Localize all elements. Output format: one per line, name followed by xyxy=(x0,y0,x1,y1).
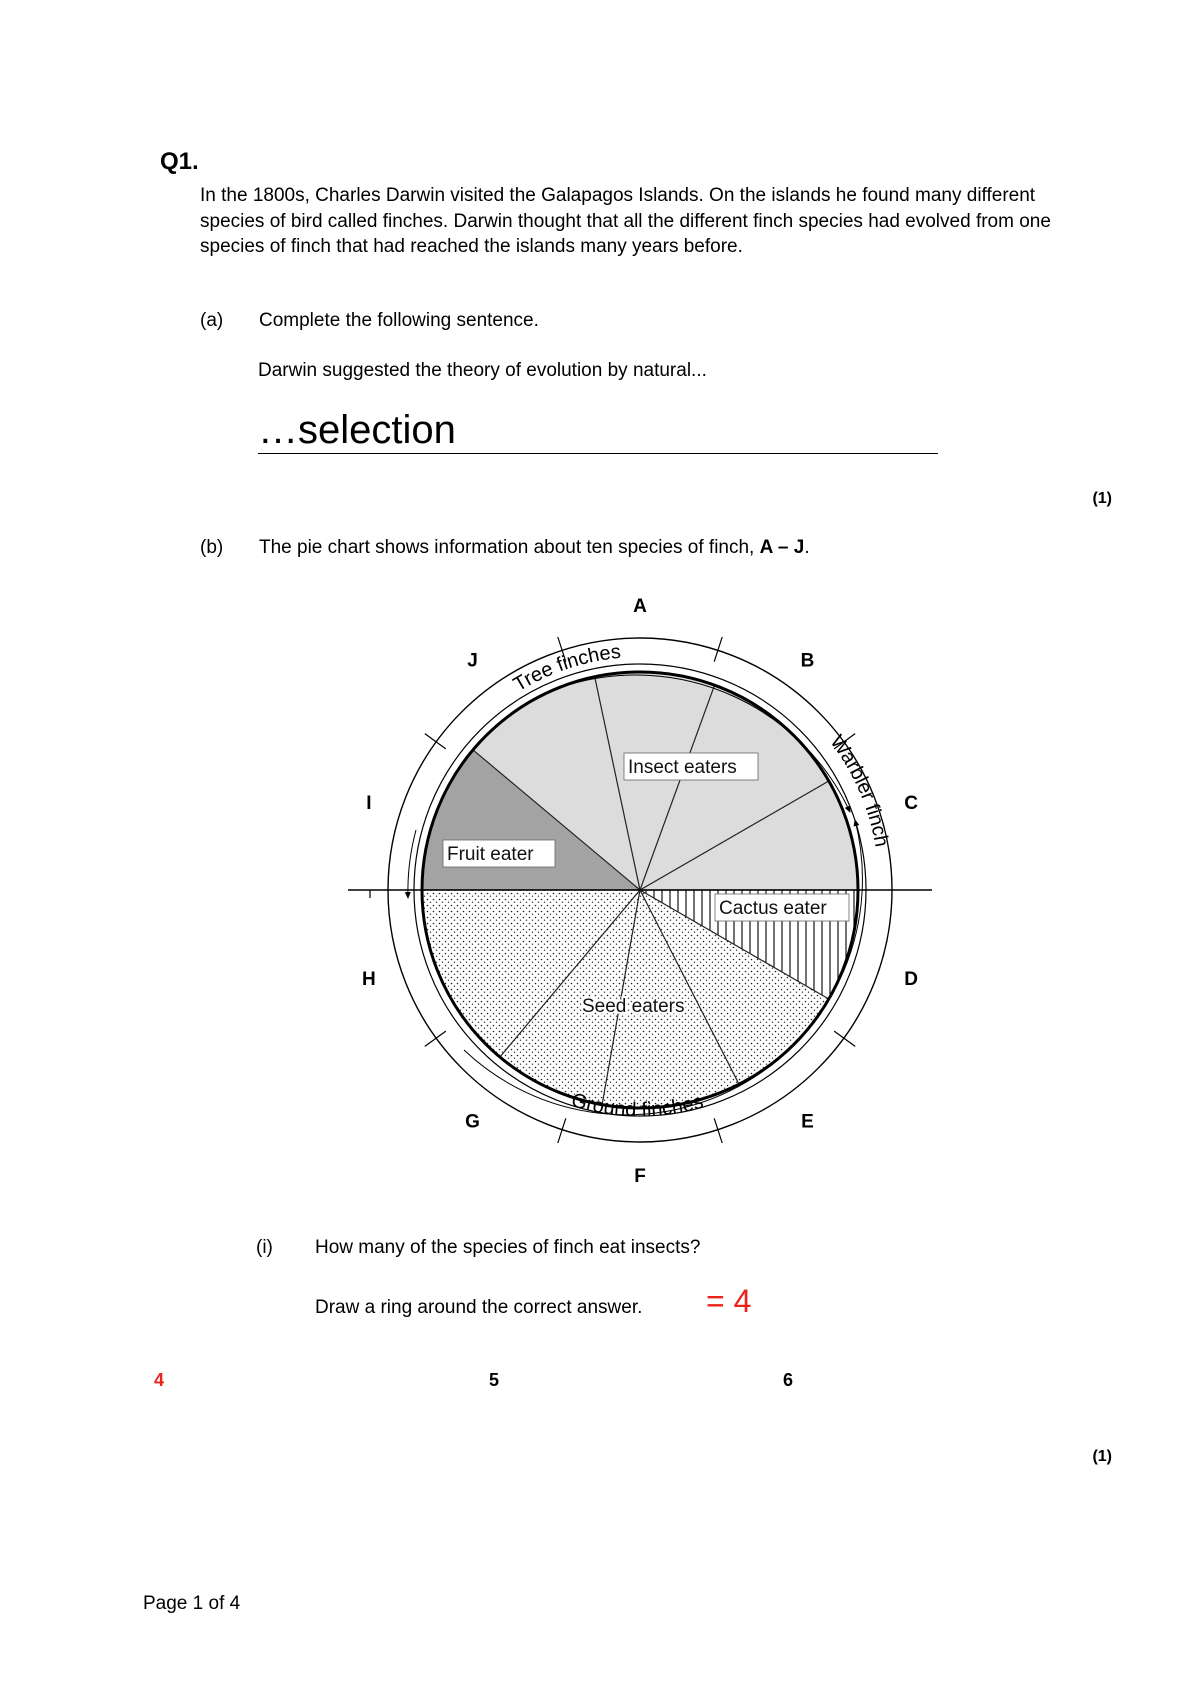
ring-tick xyxy=(834,1031,855,1046)
part-a-answer: …selection xyxy=(258,408,456,452)
part-b-i-label: (i) xyxy=(256,1237,273,1258)
part-b-i-marks: (1) xyxy=(1092,1448,1112,1465)
tree-finch-left-arrow xyxy=(408,830,416,898)
species-letter-d: D xyxy=(904,969,918,991)
ring-label-ground-finches: Ground finches xyxy=(568,1089,706,1122)
choice-4[interactable]: 4 xyxy=(154,1370,165,1390)
species-letter-b: B xyxy=(800,650,815,672)
part-a-sentence: Darwin suggested the theory of evolution by natural... xyxy=(258,360,707,381)
species-letter-j: J xyxy=(467,650,478,672)
part-a-label: (a) xyxy=(200,310,224,331)
part-b-i-instruction: Draw a ring around the correct answer. xyxy=(315,1297,643,1318)
part-b-text xyxy=(259,537,810,559)
answer-line xyxy=(258,453,938,454)
label-cactus-eater: Cactus eater xyxy=(719,898,827,919)
question-number: Q1. xyxy=(160,148,199,175)
species-letter-f: F xyxy=(634,1166,646,1187)
part-a-marks: (1) xyxy=(1092,490,1112,507)
ring-tick xyxy=(425,1031,446,1046)
page-footer: Page 1 of 4 xyxy=(143,1593,241,1614)
finch-pie-chart xyxy=(330,580,950,1200)
species-letter-a: A xyxy=(633,596,647,617)
label-fruit-eater: Fruit eater xyxy=(447,844,534,865)
ring-tick xyxy=(425,734,446,749)
species-letter-g: G xyxy=(465,1111,480,1133)
species-letter-h: H xyxy=(362,969,376,991)
ring-label-tree-finches: Tree finches xyxy=(509,640,622,697)
label-seed-eaters: Seed eaters xyxy=(582,996,685,1017)
part-b-text-before: The pie chart shows information about ten species of finch, xyxy=(259,537,760,558)
ring-label-warbler-finch: Warbler finch xyxy=(825,731,893,849)
part-b-i-answer-note: = 4 xyxy=(706,1283,752,1319)
label-insect-eaters: Insect eaters xyxy=(628,757,737,778)
part-b-label: (b) xyxy=(200,537,224,558)
choice-5[interactable]: 5 xyxy=(489,1370,500,1390)
choice-6[interactable]: 6 xyxy=(783,1370,794,1390)
part-b-i-question: How many of the species of finch eat insects? xyxy=(315,1237,701,1258)
question-intro: In the 1800s, Charles Darwin visited the Galapagos Islands. On the islands he found many different species of bird called finches. Darwin thought that all the different finch species had evolved from one species of finch that had reached the islands many years before. xyxy=(200,185,1051,257)
species-letter-c: C xyxy=(904,792,918,814)
part-b-text-after: . xyxy=(804,537,810,558)
species-letter-i: I xyxy=(366,792,372,814)
species-letter-e: E xyxy=(801,1111,814,1133)
part-b-text-bold: A – J xyxy=(759,537,805,558)
part-a-instruction: Complete the following sentence. xyxy=(259,310,539,331)
